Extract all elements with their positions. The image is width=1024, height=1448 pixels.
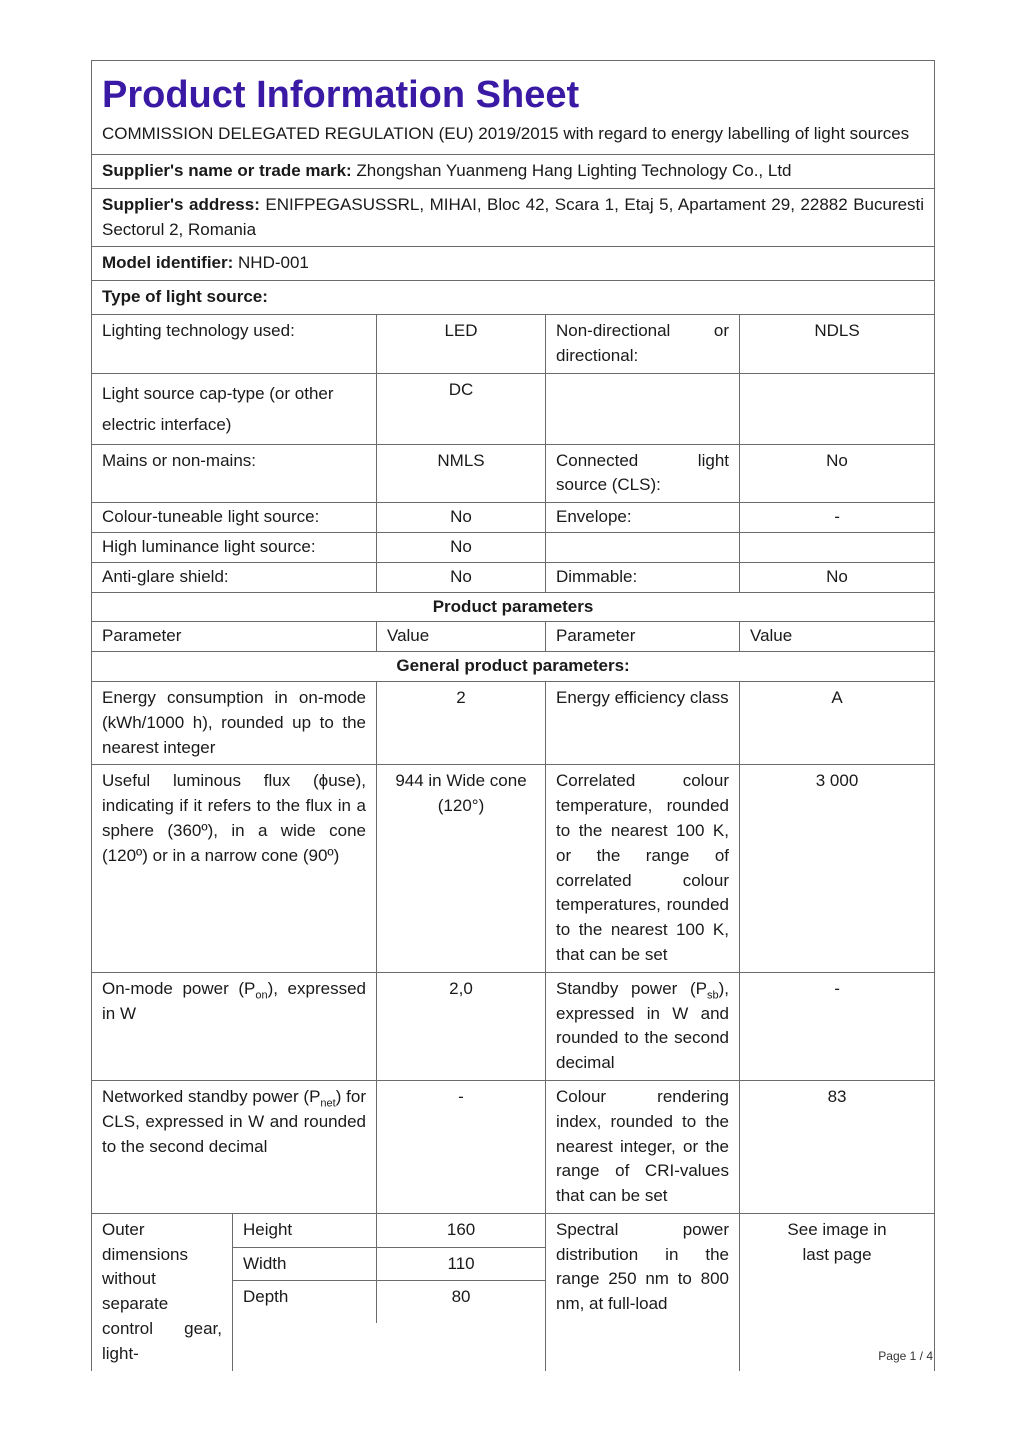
- column-header: Parameter: [92, 622, 377, 652]
- colour-rendering-label: Colour rendering index, rounded to the nearest integer, or the range of CRI-values that can be set: [546, 1080, 740, 1213]
- colour-temperature-value: 3 000: [740, 765, 935, 972]
- luminous-flux-label: Useful luminous flux (ϕuse), indicating if it refers to the flux in a sphere (360º), in a wide cone (120º) or in a narrow cone (90º): [92, 765, 377, 972]
- type-heading-row: [92, 281, 935, 315]
- column-header: Value: [377, 622, 546, 652]
- networked-standby-value: -: [377, 1080, 546, 1213]
- product-parameters-heading: Product parameters: [92, 592, 935, 622]
- depth-label: Depth: [233, 1281, 377, 1324]
- type-value: No: [377, 562, 546, 592]
- spectral-distribution-value: See image in last page: [740, 1213, 935, 1370]
- supplier-address-label: Supplier's address:: [102, 194, 260, 214]
- supplier-name-label: Supplier's name or trade mark:: [102, 161, 352, 180]
- depth-value: 80: [451, 1287, 471, 1307]
- model-identifier-row: [92, 247, 935, 281]
- page-number: Page 1 / 4: [878, 1349, 933, 1363]
- model-identifier-label: Model identifier:: [102, 253, 234, 273]
- type-value-2: -: [740, 503, 935, 533]
- product-information-table: [91, 60, 935, 1371]
- height-value: 160: [377, 1214, 545, 1247]
- on-mode-power-value: 2,0: [377, 972, 546, 1080]
- energy-consumption-value: 2: [377, 681, 546, 764]
- type-label-2: Non-directional or directional:: [546, 314, 740, 373]
- energy-consumption-label: Energy consumption in on-mode (kWh/1000 h), rounded up to the nearest integer: [92, 681, 377, 764]
- param-row-power: [92, 972, 935, 1080]
- param-row-flux: [92, 765, 935, 972]
- param-row-dimensions: [92, 1213, 935, 1370]
- type-label: Mains or non-mains:: [92, 444, 377, 503]
- column-header-row: [92, 622, 935, 652]
- type-label-2: Dimmable:: [546, 562, 740, 592]
- type-row: [92, 532, 935, 562]
- type-row: [92, 314, 935, 373]
- type-value: NMLS: [377, 444, 546, 503]
- type-row: [92, 373, 935, 444]
- title-row: [92, 61, 935, 155]
- type-value-2: No: [740, 444, 935, 503]
- type-label-2: Connected light source (CLS):: [546, 444, 740, 503]
- regulation-text: COMMISSION DELEGATED REGULATION (EU) 2019/2015 with regard to energy labelling of light sources: [102, 124, 910, 143]
- type-value: DC: [377, 373, 546, 444]
- dimension-row: [233, 1281, 545, 1324]
- type-label-2: [546, 532, 740, 562]
- type-value: LED: [377, 314, 546, 373]
- dimensions-subtable: [233, 1214, 545, 1324]
- supplier-name-value: Zhongshan Yuanmeng Hang Lighting Technology Co., Ltd: [356, 161, 792, 180]
- type-row: [92, 562, 935, 592]
- model-identifier-value: NHD-001: [238, 253, 309, 273]
- standby-power-label: Standby power $(P_{sb})$, expressed in W and rounded to the second decimal: [546, 972, 740, 1080]
- dimension-row: [233, 1214, 545, 1247]
- type-label-2: [546, 373, 740, 444]
- luminous-flux-value: 944 in Wide cone (120°): [377, 765, 546, 972]
- supplier-address-value: ENIFPEGASUSSRL, MIHAI, Bloc 42, Scara 1, Etaj 5, Apartament 29, 22882 Bucuresti Sectorul 2, Romania: [102, 194, 925, 239]
- supplier-address-row: [92, 188, 935, 247]
- param-row-energy: [92, 681, 935, 764]
- type-value-2: [740, 532, 935, 562]
- type-label: High luminance light source:: [92, 532, 377, 562]
- on-mode-power-label: On-mode power $(P_{on})$, expressed in W: [92, 972, 377, 1080]
- colour-rendering-value: 83: [740, 1080, 935, 1213]
- width-label: Width: [233, 1247, 377, 1281]
- type-row: [92, 503, 935, 533]
- type-value-2: [740, 373, 935, 444]
- energy-efficiency-label: Energy efficiency class: [546, 681, 740, 764]
- column-header: Parameter: [546, 622, 740, 652]
- standby-power-value: -: [740, 972, 935, 1080]
- general-parameters-heading: General product parameters:: [92, 652, 935, 682]
- column-header: Value: [740, 622, 935, 652]
- type-value: No: [377, 532, 546, 562]
- width-value: 110: [377, 1247, 545, 1281]
- type-label: Lighting technology used:: [92, 314, 377, 373]
- type-heading: Type of light source:: [92, 281, 935, 315]
- type-value: No: [377, 503, 546, 533]
- type-row: [92, 444, 935, 503]
- product-parameters-heading-row: [92, 592, 935, 622]
- page-title: Product Information Sheet: [102, 74, 580, 116]
- type-label-2: Envelope:: [546, 503, 740, 533]
- height-label: Height: [233, 1214, 377, 1247]
- param-row-network: [92, 1080, 935, 1213]
- general-heading-row: [92, 652, 935, 682]
- supplier-name-row: [92, 155, 935, 189]
- spectral-distribution-label: Spectral power distribution in the range 250 nm to 800 nm, at full-load: [546, 1213, 740, 1370]
- energy-efficiency-value: A: [740, 681, 935, 764]
- type-label: Anti-glare shield:: [92, 562, 377, 592]
- type-value-2: No: [740, 562, 935, 592]
- networked-standby-label: Networked standby power $(P_{net})$ for CLS, expressed in W and rounded to the second decimal: [92, 1080, 377, 1213]
- colour-temperature-label: Correlated colour temperature, rounded to the nearest 100 K, or the range of correlated colour temperatures, rounded to the nearest 100 K, that can be set: [546, 765, 740, 972]
- type-value-2: NDLS: [740, 314, 935, 373]
- type-label: Light source cap-type (or other electric interface): [92, 373, 377, 444]
- type-label: Colour-tuneable light source:: [92, 503, 377, 533]
- dimension-row: [233, 1247, 545, 1281]
- outer-dimensions-label: Outer dimensions without separate control gear, light-: [92, 1213, 233, 1370]
